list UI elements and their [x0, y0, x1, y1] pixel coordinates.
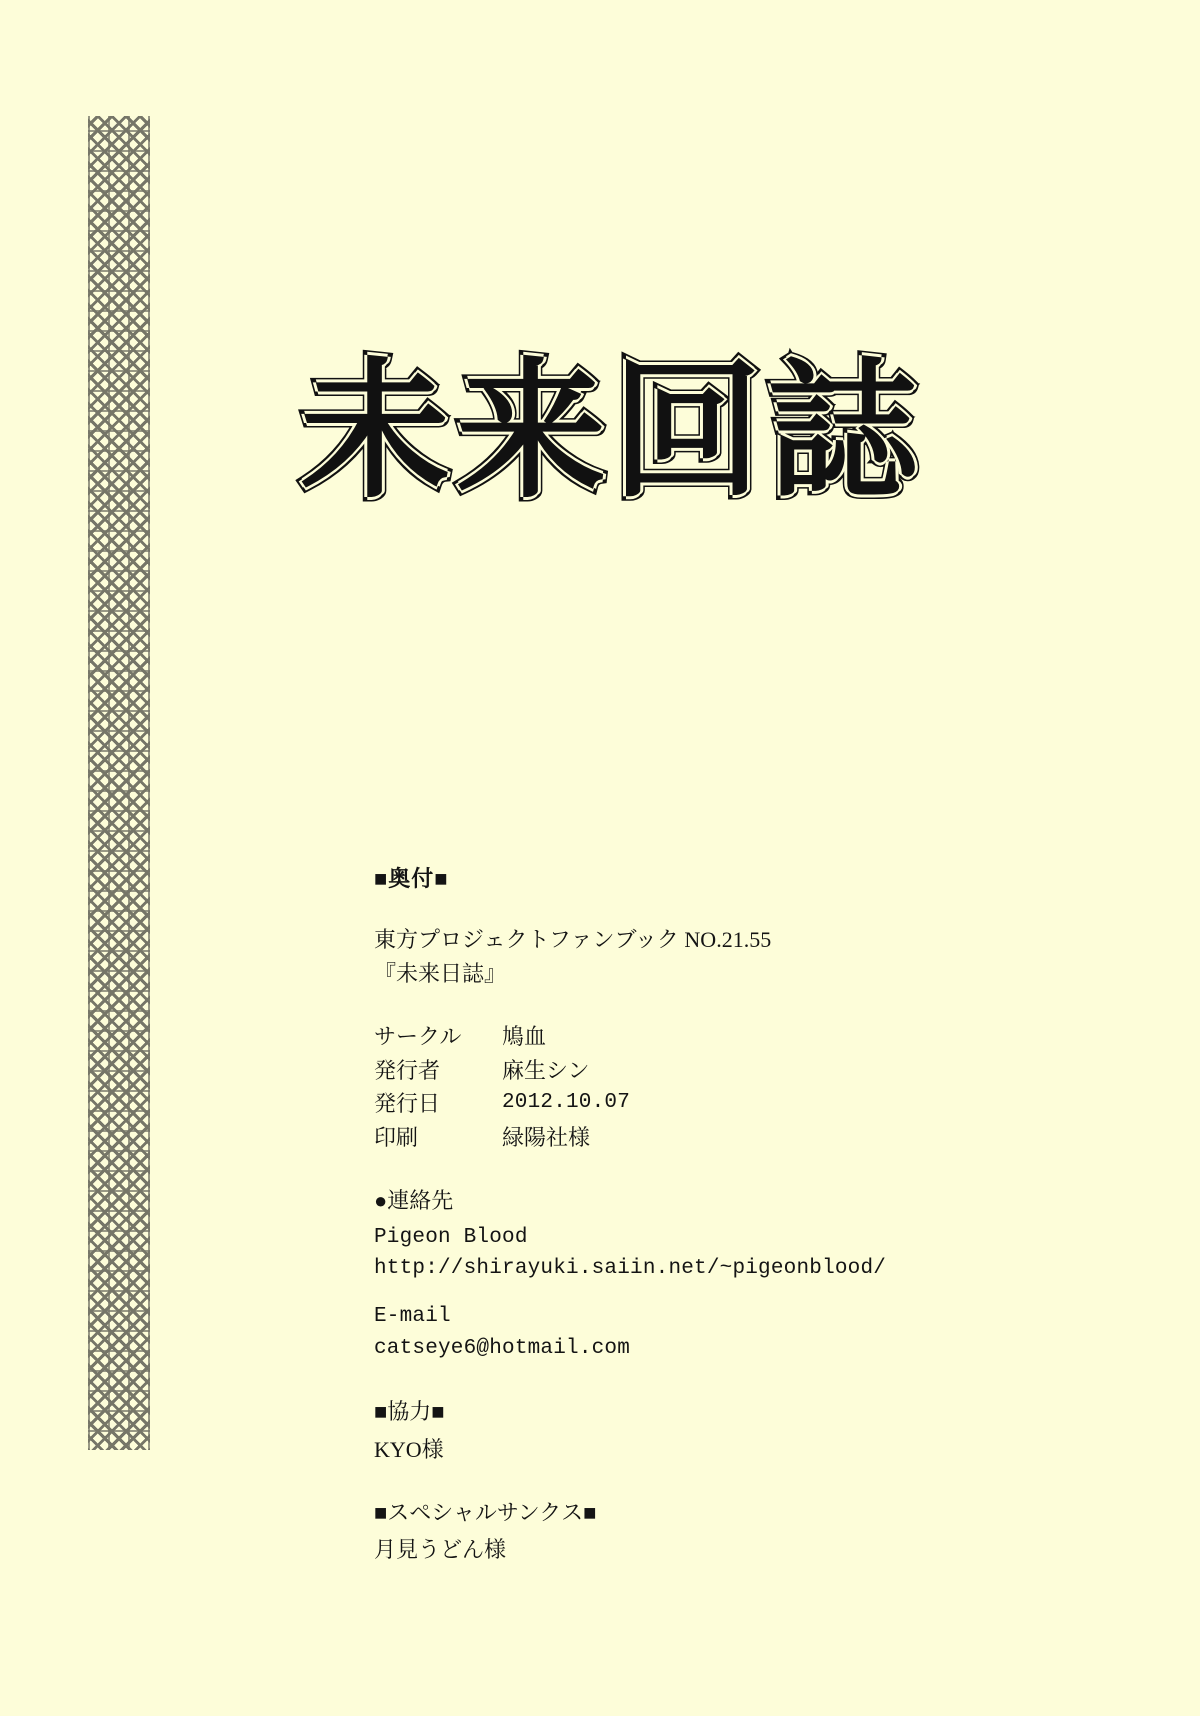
colophon-heading: ■奥付■ — [374, 866, 449, 891]
email-label: E-mail — [374, 1305, 451, 1329]
border-edge-bottom — [88, 1450, 150, 1454]
credit-value-circle: 鳩血 — [502, 1024, 547, 1050]
series-line: 東方プロジェクトファンブック NO.21.55 — [374, 927, 772, 953]
credit-row-printer — [374, 1121, 1014, 1154]
credit-value-publisher: 麻生シン — [502, 1057, 590, 1083]
special-thanks-value: 月見うどん様 — [374, 1537, 507, 1563]
colophon-block — [374, 862, 1014, 1597]
title-line: 『未来日誌』 — [374, 960, 507, 986]
cooperation-heading: ■協力■ — [374, 1399, 445, 1425]
special-thanks-group — [374, 1496, 1014, 1567]
credit-label-printer: 印刷 — [374, 1124, 419, 1150]
decorative-sayagata-border — [88, 116, 150, 1452]
email-value[interactable]: catseye6@hotmail.com — [374, 1337, 631, 1361]
contact-url[interactable]: http://shirayuki.saiin.net/~pigeonblood/ — [374, 1257, 887, 1281]
credits-group — [374, 1020, 1014, 1154]
book-title — [300, 345, 940, 519]
credit-row-circle — [374, 1020, 1014, 1053]
special-thanks-heading: ■スペシャルサンクス■ — [374, 1500, 597, 1525]
contact-group — [374, 1184, 1014, 1365]
contact-name: Pigeon Blood — [374, 1225, 528, 1249]
contact-heading: ●連絡先 — [374, 1188, 454, 1214]
credit-label-publisher: 発行者 — [374, 1057, 441, 1083]
book-title-text: 未来回誌 — [300, 345, 925, 519]
credit-value-date: 2012.10.07 — [502, 1091, 631, 1115]
publication-info-group — [374, 923, 1014, 990]
cooperation-group — [374, 1395, 1014, 1466]
credit-value-printer: 緑陽社様 — [502, 1124, 591, 1150]
credit-row-date — [374, 1087, 1014, 1120]
border-edge-top — [88, 112, 150, 116]
contact-spacer — [374, 1285, 1014, 1301]
credit-row-publisher — [374, 1054, 1014, 1087]
cooperation-value: KYO様 — [374, 1436, 444, 1462]
credit-label-circle: サークル — [374, 1024, 462, 1050]
credit-label-date: 発行日 — [374, 1091, 441, 1117]
